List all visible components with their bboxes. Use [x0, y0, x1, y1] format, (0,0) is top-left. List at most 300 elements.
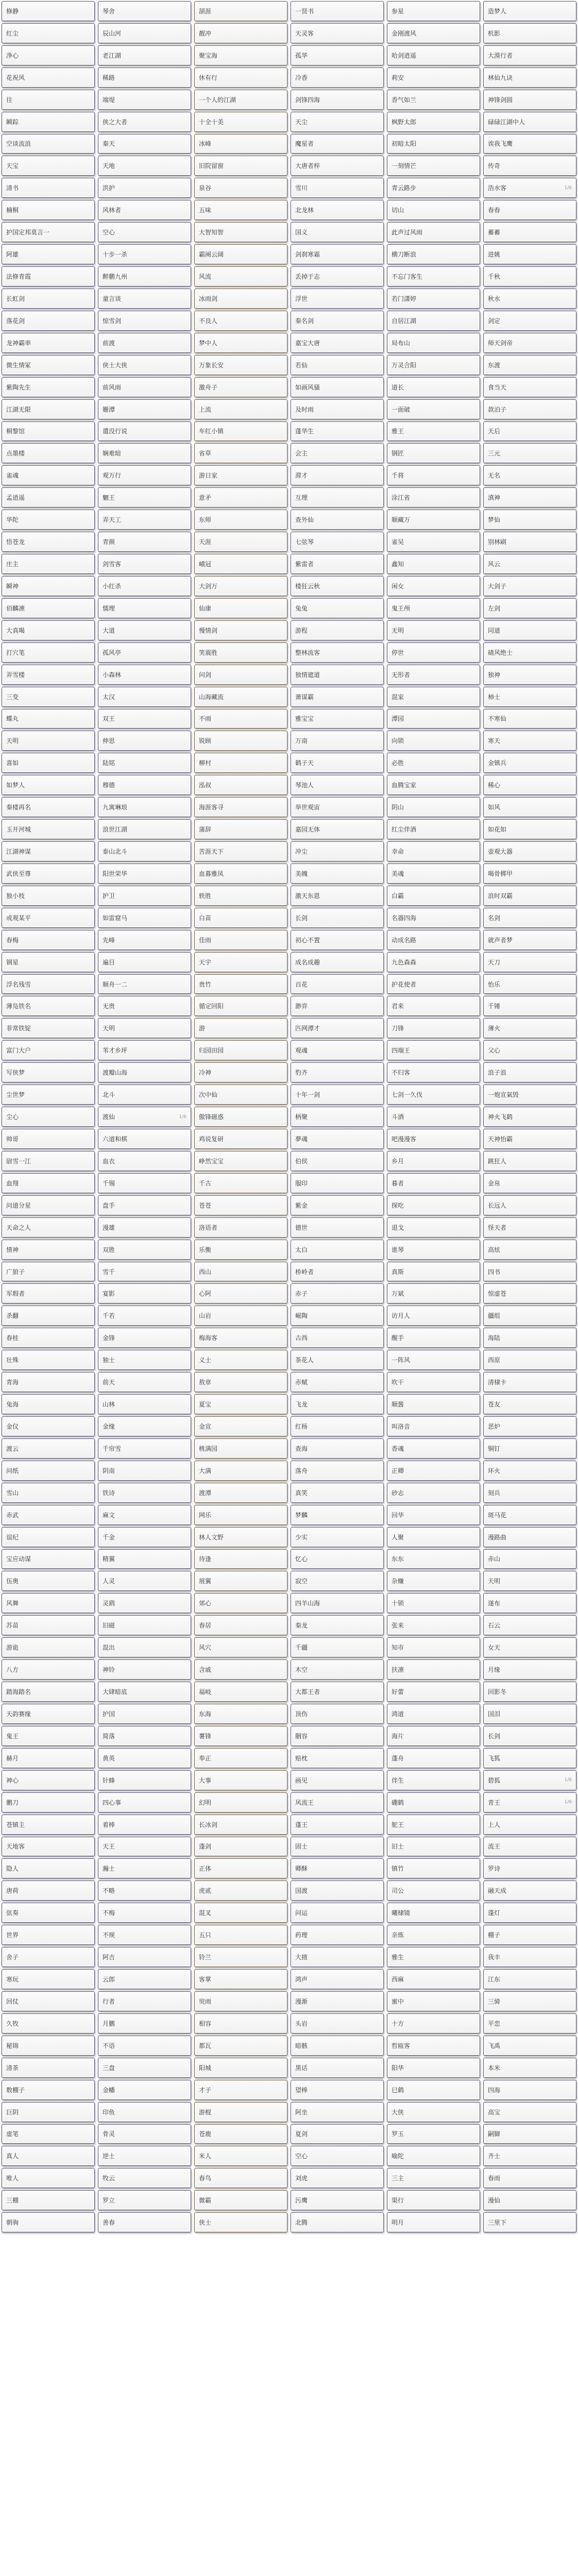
name-cell[interactable] [194, 731, 287, 751]
name-cell[interactable] [194, 1659, 287, 1680]
name-cell[interactable] [387, 1880, 480, 1901]
name-cell[interactable] [2, 1792, 95, 1812]
name-cell[interactable] [483, 377, 576, 397]
name-cell[interactable] [194, 1682, 287, 1702]
name-cell[interactable] [2, 2168, 95, 2188]
name-cell[interactable] [387, 753, 480, 773]
name-cell[interactable] [98, 200, 191, 220]
name-cell[interactable] [194, 134, 287, 154]
name-cell[interactable] [483, 1129, 576, 1149]
name-cell[interactable] [387, 1328, 480, 1348]
name-cell[interactable] [194, 1615, 287, 1635]
name-cell[interactable] [2, 23, 95, 43]
name-cell[interactable] [2, 996, 95, 1016]
name-cell[interactable] [2, 200, 95, 220]
name-cell[interactable] [387, 465, 480, 485]
name-cell[interactable] [194, 1947, 287, 1967]
name-cell[interactable] [291, 775, 384, 795]
name-cell[interactable] [483, 421, 576, 442]
name-cell[interactable] [98, 1416, 191, 1436]
name-cell[interactable] [98, 532, 191, 552]
name-cell[interactable] [291, 289, 384, 309]
name-cell[interactable] [483, 1084, 576, 1105]
name-cell[interactable] [194, 642, 287, 663]
name-cell[interactable] [2, 156, 95, 176]
name-cell[interactable] [98, 1792, 191, 1812]
name-cell[interactable] [483, 665, 576, 685]
name-cell[interactable] [387, 532, 480, 552]
name-cell[interactable] [483, 1505, 576, 1525]
name-cell[interactable] [194, 1571, 287, 1591]
name-cell[interactable] [194, 2124, 287, 2144]
name-cell[interactable] [2, 620, 95, 640]
name-cell[interactable] [194, 2212, 287, 2232]
name-cell[interactable] [194, 753, 287, 773]
name-cell[interactable] [2, 1571, 95, 1591]
name-cell[interactable] [98, 1062, 191, 1082]
name-cell[interactable] [194, 1262, 287, 1282]
name-cell[interactable] [387, 421, 480, 442]
name-cell[interactable] [2, 2080, 95, 2100]
name-cell[interactable] [2, 1372, 95, 1392]
name-cell[interactable] [291, 2080, 384, 2100]
name-cell[interactable] [387, 731, 480, 751]
name-cell[interactable] [483, 642, 576, 663]
name-cell[interactable] [194, 421, 287, 442]
name-cell[interactable] [194, 1328, 287, 1348]
name-cell[interactable] [194, 996, 287, 1016]
name-cell[interactable] [2, 1991, 95, 2011]
name-cell[interactable] [194, 178, 287, 198]
name-cell[interactable] [291, 841, 384, 861]
name-cell[interactable] [98, 465, 191, 485]
name-cell[interactable] [98, 620, 191, 640]
name-cell[interactable] [194, 1283, 287, 1303]
name-cell[interactable] [2, 598, 95, 618]
name-cell[interactable] [194, 841, 287, 861]
name-cell[interactable] [2, 709, 95, 729]
name-cell[interactable] [387, 222, 480, 242]
name-cell[interactable] [2, 1262, 95, 1282]
name-cell[interactable] [194, 687, 287, 707]
name-cell[interactable] [291, 1815, 384, 1835]
name-cell[interactable] [2, 1969, 95, 1989]
name-cell[interactable] [2, 1947, 95, 1967]
name-cell[interactable] [291, 1792, 384, 1812]
name-cell[interactable] [291, 620, 384, 640]
name-cell[interactable] [387, 1107, 480, 1127]
name-cell[interactable] [483, 1461, 576, 1481]
name-cell[interactable] [194, 1792, 287, 1812]
name-cell[interactable] [2, 1748, 95, 1768]
name-cell[interactable] [483, 2212, 576, 2232]
name-cell[interactable] [387, 1416, 480, 1436]
name-cell[interactable] [483, 996, 576, 1016]
name-cell[interactable] [483, 1880, 576, 1901]
name-cell[interactable] [291, 1947, 384, 1967]
name-cell[interactable] [98, 266, 191, 286]
name-cell[interactable] [291, 2124, 384, 2144]
name-cell[interactable] [98, 333, 191, 353]
name-cell[interactable] [387, 1815, 480, 1835]
name-cell[interactable] [483, 23, 576, 43]
name-cell[interactable] [194, 1, 287, 21]
name-cell[interactable] [194, 1107, 287, 1127]
name-cell[interactable] [98, 1991, 191, 2011]
name-cell[interactable] [291, 974, 384, 994]
name-cell[interactable] [98, 1925, 191, 1945]
name-cell[interactable] [483, 222, 576, 242]
name-cell[interactable] [2, 333, 95, 353]
name-cell[interactable] [483, 244, 576, 264]
name-cell[interactable] [387, 1173, 480, 1193]
name-cell[interactable] [483, 45, 576, 65]
name-cell[interactable] [98, 1195, 191, 1215]
name-cell[interactable] [483, 1571, 576, 1591]
name-cell[interactable] [2, 443, 95, 463]
name-cell[interactable] [291, 1571, 384, 1591]
name-cell[interactable] [483, 67, 576, 88]
name-cell[interactable] [2, 90, 95, 110]
name-cell[interactable] [387, 1262, 480, 1282]
name-cell[interactable] [483, 886, 576, 906]
name-cell[interactable] [194, 244, 287, 264]
name-cell[interactable] [2, 1217, 95, 1238]
name-cell[interactable] [483, 841, 576, 861]
name-cell[interactable] [2, 797, 95, 817]
name-cell[interactable] [483, 1903, 576, 1923]
name-cell[interactable] [98, 1659, 191, 1680]
name-cell[interactable] [291, 886, 384, 906]
name-cell[interactable] [483, 1394, 576, 1414]
name-cell[interactable] [2, 687, 95, 707]
name-cell[interactable] [98, 1593, 191, 1613]
name-cell[interactable] [483, 1173, 576, 1193]
name-cell[interactable] [98, 222, 191, 242]
name-cell[interactable] [291, 1837, 384, 1857]
name-cell[interactable] [194, 576, 287, 596]
name-cell[interactable] [2, 1151, 95, 1171]
name-cell[interactable] [98, 377, 191, 397]
name-cell[interactable] [2, 1659, 95, 1680]
name-cell[interactable] [2, 1283, 95, 1303]
name-cell[interactable] [387, 67, 480, 88]
name-cell[interactable] [98, 841, 191, 861]
name-cell[interactable] [98, 1129, 191, 1149]
name-cell[interactable] [387, 2036, 480, 2056]
name-cell[interactable] [483, 1438, 576, 1459]
name-cell[interactable] [387, 2013, 480, 2033]
name-cell[interactable] [291, 709, 384, 729]
name-cell[interactable] [98, 244, 191, 264]
name-cell[interactable] [2, 1483, 95, 1503]
name-cell[interactable] [387, 1903, 480, 1923]
name-cell[interactable] [2, 974, 95, 994]
name-cell[interactable] [387, 178, 480, 198]
name-cell[interactable] [2, 2058, 95, 2078]
name-cell[interactable] [483, 687, 576, 707]
name-cell[interactable] [2, 465, 95, 485]
name-cell[interactable] [2, 2036, 95, 2056]
name-cell[interactable] [483, 311, 576, 331]
name-cell[interactable] [98, 1240, 191, 1260]
name-cell[interactable] [483, 532, 576, 552]
name-cell[interactable] [291, 1903, 384, 1923]
name-cell[interactable] [387, 1483, 480, 1503]
name-cell[interactable] [194, 45, 287, 65]
name-cell[interactable] [291, 1505, 384, 1525]
name-cell[interactable] [483, 1040, 576, 1060]
name-cell[interactable] [387, 886, 480, 906]
name-cell[interactable] [2, 1240, 95, 1260]
name-cell[interactable] [291, 1770, 384, 1790]
name-cell[interactable] [483, 1615, 576, 1635]
name-cell[interactable] [387, 1217, 480, 1238]
name-cell[interactable] [194, 465, 287, 485]
name-cell[interactable] [483, 510, 576, 530]
name-cell[interactable] [291, 1018, 384, 1038]
name-cell[interactable] [387, 1505, 480, 1525]
name-cell[interactable] [98, 134, 191, 154]
name-cell[interactable] [98, 1903, 191, 1923]
name-cell[interactable] [98, 753, 191, 773]
name-cell[interactable] [194, 532, 287, 552]
name-cell[interactable] [2, 67, 95, 88]
name-cell[interactable] [387, 377, 480, 397]
name-cell[interactable] [291, 112, 384, 132]
name-cell[interactable] [291, 665, 384, 685]
name-cell[interactable] [98, 1173, 191, 1193]
name-cell[interactable] [483, 1018, 576, 1038]
name-cell[interactable] [291, 731, 384, 751]
name-cell[interactable] [194, 2013, 287, 2033]
name-cell[interactable] [387, 1571, 480, 1591]
name-cell[interactable] [291, 333, 384, 353]
name-cell[interactable] [291, 1195, 384, 1215]
name-cell[interactable] [291, 244, 384, 264]
name-cell[interactable] [483, 1969, 576, 1989]
name-cell[interactable] [291, 554, 384, 574]
name-cell[interactable] [291, 1549, 384, 1569]
name-cell[interactable] [291, 863, 384, 884]
name-cell[interactable] [387, 90, 480, 110]
name-cell[interactable] [194, 200, 287, 220]
name-cell[interactable] [291, 2146, 384, 2166]
name-cell[interactable] [483, 465, 576, 485]
name-cell[interactable] [2, 1593, 95, 1613]
name-cell[interactable] [98, 289, 191, 309]
name-cell[interactable] [387, 2168, 480, 2188]
name-cell[interactable] [387, 819, 480, 839]
name-cell[interactable] [2, 952, 95, 972]
name-cell[interactable] [483, 1240, 576, 1260]
name-cell[interactable] [483, 200, 576, 220]
name-cell[interactable] [2, 1350, 95, 1370]
name-cell[interactable] [194, 620, 287, 640]
name-cell[interactable] [98, 819, 191, 839]
name-cell[interactable] [194, 67, 287, 88]
name-cell[interactable] [483, 1062, 576, 1082]
name-cell[interactable] [98, 1217, 191, 1238]
name-cell[interactable] [194, 775, 287, 795]
name-cell[interactable] [98, 709, 191, 729]
name-cell[interactable] [98, 1328, 191, 1348]
name-cell[interactable] [98, 1394, 191, 1414]
name-cell[interactable] [483, 2190, 576, 2210]
name-cell[interactable] [387, 2190, 480, 2210]
name-cell[interactable] [98, 996, 191, 1016]
name-cell[interactable] [98, 487, 191, 507]
name-cell[interactable] [291, 908, 384, 928]
name-cell[interactable] [98, 1372, 191, 1392]
name-cell[interactable] [387, 1062, 480, 1082]
name-cell[interactable] [2, 1328, 95, 1348]
name-cell[interactable] [291, 1527, 384, 1547]
name-cell[interactable] [387, 45, 480, 65]
name-cell[interactable] [387, 620, 480, 640]
name-cell[interactable] [291, 532, 384, 552]
name-cell[interactable] [98, 1682, 191, 1702]
name-cell[interactable] [387, 996, 480, 1016]
name-cell[interactable] [291, 399, 384, 419]
name-cell[interactable] [194, 1040, 287, 1060]
name-cell[interactable] [387, 399, 480, 419]
name-cell[interactable] [483, 333, 576, 353]
name-cell[interactable] [98, 1969, 191, 1989]
name-cell[interactable] [98, 1262, 191, 1282]
name-cell[interactable] [194, 886, 287, 906]
name-cell[interactable] [291, 1350, 384, 1370]
name-cell[interactable] [2, 1704, 95, 1724]
name-cell[interactable] [387, 333, 480, 353]
name-cell[interactable] [2, 1084, 95, 1105]
name-cell[interactable] [98, 1704, 191, 1724]
name-cell[interactable] [291, 1107, 384, 1127]
name-cell[interactable] [483, 1925, 576, 1945]
name-cell[interactable] [387, 1659, 480, 1680]
name-cell[interactable] [291, 1659, 384, 1680]
name-cell[interactable] [98, 156, 191, 176]
name-cell[interactable] [194, 1991, 287, 2011]
name-cell[interactable] [2, 1549, 95, 1569]
name-cell[interactable] [483, 2080, 576, 2100]
name-cell[interactable] [194, 1438, 287, 1459]
name-cell[interactable] [291, 2102, 384, 2122]
name-cell[interactable] [98, 1306, 191, 1326]
name-cell[interactable] [98, 1107, 191, 1127]
name-cell[interactable] [2, 1527, 95, 1547]
name-cell[interactable] [387, 1748, 480, 1768]
name-cell[interactable] [2, 266, 95, 286]
name-cell[interactable] [98, 178, 191, 198]
name-cell[interactable] [291, 156, 384, 176]
name-cell[interactable] [483, 1151, 576, 1171]
name-cell[interactable] [483, 1217, 576, 1238]
name-cell[interactable] [2, 642, 95, 663]
name-cell[interactable] [2, 510, 95, 530]
name-cell[interactable] [291, 2013, 384, 2033]
name-cell[interactable] [194, 1217, 287, 1238]
name-cell[interactable] [98, 598, 191, 618]
name-cell[interactable] [2, 886, 95, 906]
name-cell[interactable] [291, 1880, 384, 1901]
name-cell[interactable] [291, 1, 384, 21]
name-cell[interactable] [2, 908, 95, 928]
name-cell[interactable] [2, 1018, 95, 1038]
name-cell[interactable] [387, 2146, 480, 2166]
name-cell[interactable] [291, 1151, 384, 1171]
name-cell[interactable] [483, 1527, 576, 1547]
name-cell[interactable] [291, 1306, 384, 1326]
name-cell[interactable] [194, 377, 287, 397]
name-cell[interactable] [387, 665, 480, 685]
name-cell[interactable] [387, 1726, 480, 1746]
name-cell[interactable] [98, 90, 191, 110]
name-cell[interactable] [483, 1947, 576, 1967]
name-cell[interactable] [2, 753, 95, 773]
name-cell[interactable] [291, 1748, 384, 1768]
name-cell[interactable] [483, 443, 576, 463]
name-cell[interactable] [98, 2036, 191, 2056]
name-cell[interactable] [483, 1, 576, 21]
name-cell[interactable] [291, 178, 384, 198]
name-cell[interactable] [194, 1240, 287, 1260]
name-cell[interactable] [291, 266, 384, 286]
name-cell[interactable] [387, 1947, 480, 1967]
name-cell[interactable] [483, 1704, 576, 1724]
name-cell[interactable] [291, 465, 384, 485]
name-cell[interactable] [2, 289, 95, 309]
name-cell[interactable] [483, 1770, 576, 1790]
name-cell[interactable] [98, 1483, 191, 1503]
name-cell[interactable] [98, 112, 191, 132]
name-cell[interactable] [387, 1306, 480, 1326]
name-cell[interactable] [2, 421, 95, 442]
name-cell[interactable] [387, 1770, 480, 1790]
name-cell[interactable] [98, 2146, 191, 2166]
name-cell[interactable] [387, 1858, 480, 1878]
name-cell[interactable] [483, 1107, 576, 1127]
name-cell[interactable] [483, 1792, 576, 1812]
name-cell[interactable] [2, 1394, 95, 1414]
name-cell[interactable] [98, 2168, 191, 2188]
name-cell[interactable] [2, 487, 95, 507]
name-cell[interactable] [483, 974, 576, 994]
name-cell[interactable] [2, 2102, 95, 2122]
name-cell[interactable] [194, 1969, 287, 1989]
name-cell[interactable] [194, 1018, 287, 1038]
name-cell[interactable] [98, 1438, 191, 1459]
name-cell[interactable] [2, 377, 95, 397]
name-cell[interactable] [2, 45, 95, 65]
name-cell[interactable] [483, 2124, 576, 2144]
name-cell[interactable] [387, 2102, 480, 2122]
name-cell[interactable] [2, 311, 95, 331]
name-cell[interactable] [387, 1837, 480, 1857]
name-cell[interactable] [194, 1306, 287, 1326]
name-cell[interactable] [387, 311, 480, 331]
name-cell[interactable] [291, 1040, 384, 1060]
name-cell[interactable] [194, 1637, 287, 1657]
name-cell[interactable] [291, 642, 384, 663]
name-cell[interactable] [194, 222, 287, 242]
name-cell[interactable] [387, 1195, 480, 1215]
name-cell[interactable] [387, 1682, 480, 1702]
name-cell[interactable] [387, 775, 480, 795]
name-cell[interactable] [98, 1880, 191, 1901]
name-cell[interactable] [291, 200, 384, 220]
name-cell[interactable] [483, 2168, 576, 2188]
